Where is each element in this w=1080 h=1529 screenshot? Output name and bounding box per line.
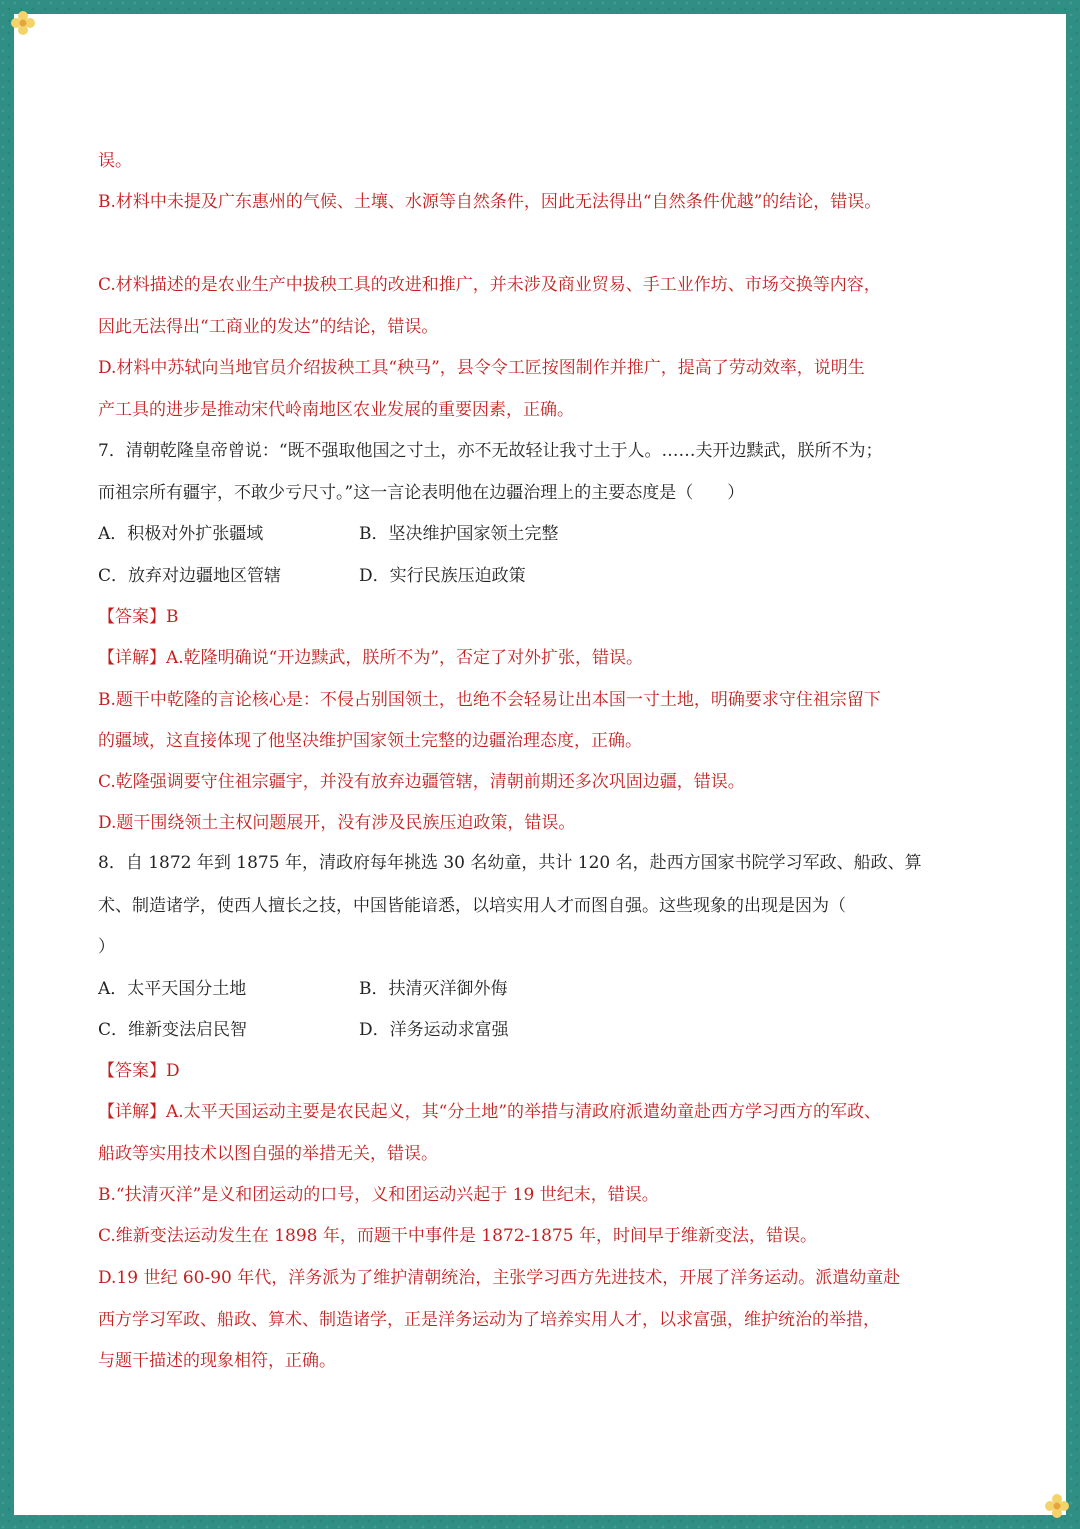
explanation-line: C.乾隆强调要守住祖宗疆宇，并没有放弃边疆管辖，清朝前期还多次巩固边疆，错误。 (98, 772, 745, 792)
explanation-line: D.题干围绕领土主权问题展开，没有涉及民族压迫政策，错误。 (98, 813, 576, 833)
explanation-line: 产工具的进步是推动宋代岭南地区农业发展的重要因素，正确。 (98, 400, 574, 420)
explanation-line: B.材料中未提及广东惠州的气候、土壤、水源等自然条件，因此无法得出“自然条件优越”的结论，错误。 (98, 192, 882, 212)
question-7-stem: 而祖宗所有疆宇，不敢少亏尺寸。”这一言论表明他在边疆治理上的主要态度是（ ） (98, 483, 745, 503)
explanation-line: 与题干描述的现象相符，正确。 (98, 1351, 336, 1371)
explanation-line: C.材料描述的是农业生产中拔秧工具的改进和推广，并未涉及商业贸易、手工业作坊、市场交换等内容， (98, 275, 881, 295)
explanation-tag: 【详解】 (98, 648, 166, 668)
question-8-stem: 术、制造诸学，使西人擅长之技，中国皆能谙悉，以培实用人才而图自强。这些现象的出现是因为（ (98, 896, 846, 916)
question-7-stem: 7．清朝乾隆皇帝曾说：“既不强取他国之寸土，亦不无故轻让我寸土于人。……夫开边黩武，朕所不为； (98, 441, 883, 461)
explanation-line: 误。 (98, 151, 132, 171)
question-8-stem: ） (98, 937, 115, 957)
q7-option-d: D．实行民族压迫政策 (359, 566, 526, 586)
q8-option-b: B．扶清灭洋御外侮 (359, 979, 508, 999)
document-page (14, 14, 1066, 1515)
q7-option-c: C．放弃对边疆地区管辖 (98, 566, 282, 586)
answer-value: D (166, 1061, 180, 1081)
flower-decoration-icon (1044, 1493, 1070, 1519)
q8-option-d: D．洋务运动求富强 (359, 1020, 509, 1040)
answer-value: B (166, 607, 179, 627)
q7-option-a: A．积极对外扩张疆域 (98, 524, 264, 544)
explanation-line: 因此无法得出“工商业的发达”的结论，错误。 (98, 317, 439, 337)
q8-option-a: A．太平天国分土地 (98, 979, 247, 999)
explanation-text: A.太平天国运动主要是农民起义，其“分土地”的举措与清政府派遣幼童赴西方学习西方的军政、 (166, 1102, 882, 1122)
explanation-line: 西方学习军政、船政、算术、制造诸学，正是洋务运动为了培养实用人才，以求富强，维护统治的举措， (98, 1310, 880, 1330)
explanation-line: 船政等实用技术以图自强的举措无关，错误。 (98, 1144, 438, 1164)
explanation-line: D.19 世纪 60-90 年代，洋务派为了维护清朝统治，主张学习西方先进技术，开展了洋务运动。派遣幼童赴 (98, 1268, 901, 1288)
explanation-line: 的疆域，这直接体现了他坚决维护国家领土完整的边疆治理态度，正确。 (98, 731, 642, 751)
explanation-line: C.维新变法运动发生在 1898 年，而题干中事件是 1872-1875 年，时间早于维新变法，错误。 (98, 1226, 817, 1246)
question-8-stem: 8．自 1872 年到 1875 年，清政府每年挑选 30 名幼童，共计 120 名，赴西方国家书院学习军政、船政、算 (98, 853, 922, 873)
answer-tag: 【答案】 (98, 1061, 166, 1081)
q8-option-c: C．维新变法启民智 (98, 1020, 248, 1040)
explanation-line: B.题干中乾隆的言论核心是：不侵占别国领土，也绝不会轻易让出本国一寸土地，明确要求守住祖宗留下 (98, 690, 881, 710)
q7-answer (98, 606, 179, 628)
q7-explanation (98, 647, 643, 669)
flower-decoration-icon (10, 10, 36, 36)
q7-option-b: B．坚决维护国家领土完整 (359, 524, 559, 544)
explanation-tag: 【详解】 (98, 1102, 166, 1122)
q8-answer (98, 1060, 180, 1082)
explanation-line: B.“扶清灭洋”是义和团运动的口号，义和团运动兴起于 19 世纪末，错误。 (98, 1185, 659, 1205)
explanation-text: A.乾隆明确说“开边黩武，朕所不为”，否定了对外扩张，错误。 (166, 648, 644, 668)
q8-explanation (98, 1101, 881, 1123)
explanation-line: D.材料中苏轼向当地官员介绍拔秧工具“秧马”，县令令工匠按图制作并推广，提高了劳动效率，说明生 (98, 358, 865, 378)
answer-tag: 【答案】 (98, 607, 166, 627)
